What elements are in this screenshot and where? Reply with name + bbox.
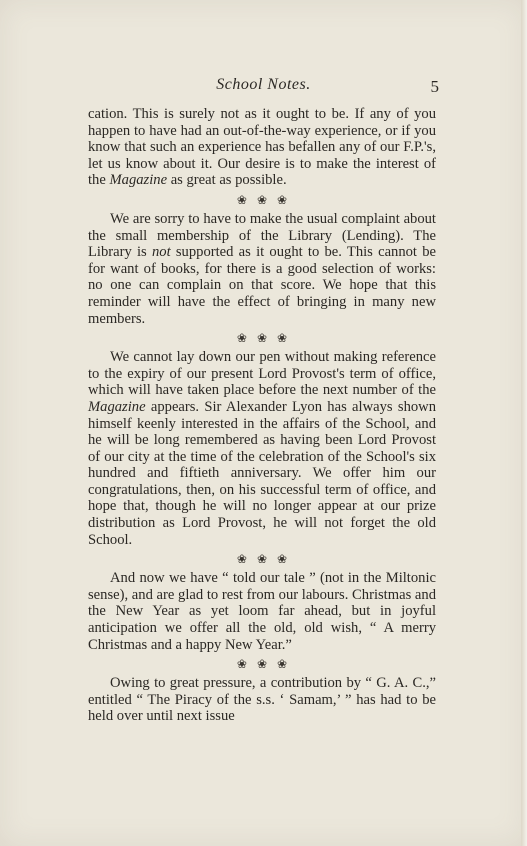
flower-icon: ❀ [256,552,278,567]
section-ornament [88,653,436,675]
paragraph [88,349,436,548]
paragraph-text: cation. This is surely not as it ought to be. If any of you happen to have had an out-of-the-way experience, or if you know that such an experience has befallen any of our F.P.'s, let us know about it. Our desire is to make the interest of the [88,106,436,189]
page-header [0,76,527,98]
running-title: School Notes. [216,76,311,93]
paragraph-text: Owing to great pressure, a contribution by “ G. A. C.,” entitled “ The Piracy of the s.s. ‘ Samam,’ ” has had to be held over until next issue [88,675,436,725]
flower-icon: ❀ [277,331,298,346]
section-ornament [88,548,436,570]
section-ornament [88,327,436,349]
flower-icon: ❀ [277,552,298,567]
italic-text: Magazine [88,398,146,415]
flower-icon: ❀ [277,657,298,672]
body-text [88,106,436,725]
flower-icon: ❀ [236,657,257,672]
flower-icon: ❀ [256,331,278,346]
paragraph [88,570,436,653]
flower-icon: ❀ [277,192,298,207]
page-number: 5 [430,77,439,96]
flower-icon: ❀ [236,331,257,346]
paragraph-text: supported as it ought to be. This cannot be for want of books, for there is a good selection of works: no one can complain on that score. We hope that this reminder will have the effect of bringing in many new members. [88,244,437,327]
paragraph-text: And now we have “ told our tale ” (not in the Miltonic sense), and are glad to rest from our labours. Christmas and the New Year as yet loom far ahead, but in joyful anticipation we offer all the old, old wish, “ A merry Christmas and a happy New Year.” [88,570,436,653]
section-ornament [88,189,436,211]
italic-text: not [151,244,171,261]
flower-icon: ❀ [236,552,257,567]
paragraph-text: as great as possible. [167,172,287,189]
paragraph [88,211,436,327]
paragraph [88,106,436,189]
flower-icon: ❀ [256,657,278,672]
italic-text: Magazine [109,172,168,189]
paragraph [88,675,436,725]
page-edge [521,0,527,846]
paragraph-text: We are sorry to have to make the usual complaint about the small membership of the Library (Lending). The Library is [88,210,436,261]
flower-icon: ❀ [236,192,257,207]
paragraph-text: appears. Sir Alexander Lyon has always shown himself keenly interested in the affairs of the School, and he will be long remembered as having been Lord Provost of our city at the time of the celebration of the School's six hundred and fiftieth anniversary. We offer him our congratulations, then, on his successful term of office, and hope that, though he will no longer appear at our prize distribution as Lord Provost, he will not forget the old School. [88,398,436,548]
paragraph-text: We cannot lay down our pen without making reference to the expiry of our present Lord Provost's term of office, which will have taken place before the next number of the [88,349,436,399]
flower-icon: ❀ [256,192,278,207]
